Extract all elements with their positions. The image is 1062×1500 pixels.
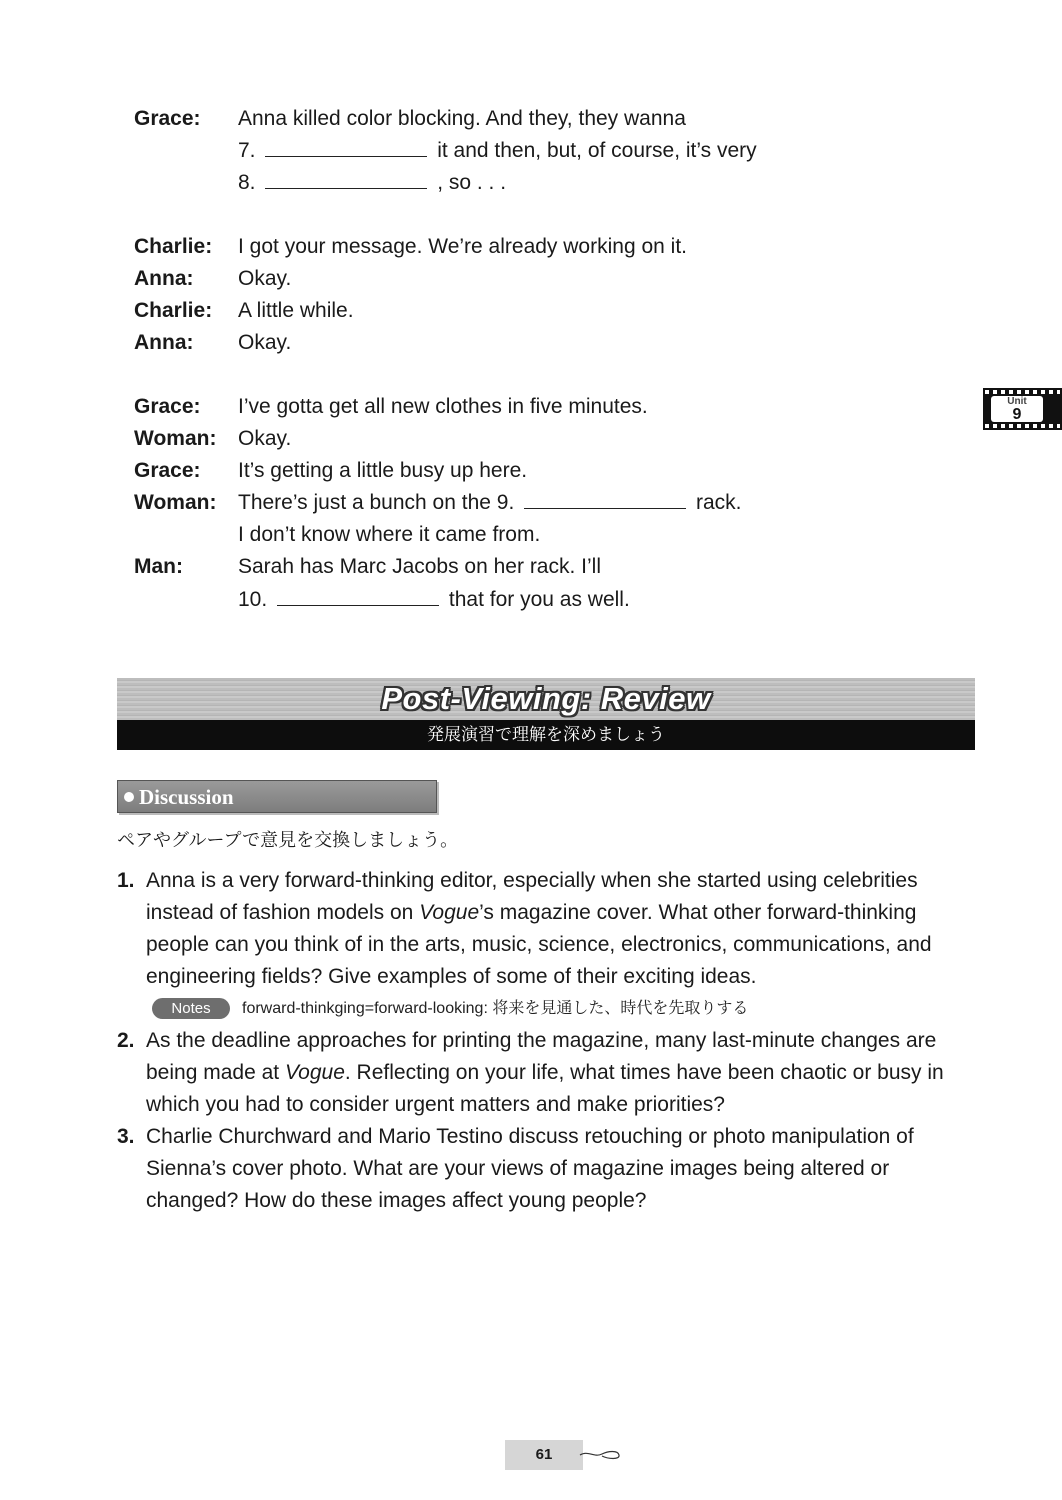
question-line: [146, 897, 916, 929]
question-line: Sienna’s cover photo. What are your views of magazine images being altered or: [146, 1157, 890, 1180]
speaker-grace: Grace:: [134, 459, 201, 482]
dialogue-line: Okay.: [238, 331, 292, 354]
magazine-name: Vogue: [284, 1061, 345, 1084]
fill-blank-9[interactable]: [524, 488, 686, 509]
film-holes: [985, 424, 1060, 428]
question-number: 2.: [117, 1029, 135, 1052]
question-line: Charlie Churchward and Mario Testino discuss retouching or photo manipulation of: [146, 1125, 914, 1148]
speaker-anna: Anna:: [134, 331, 194, 354]
question-line: engineering fields? Give examples of some of their exciting ideas.: [146, 965, 757, 988]
dialogue-text: There’s just a bunch on the 9.: [238, 491, 515, 514]
question-text: . Reflecting on your life, what times have been chaotic or busy in: [344, 1061, 944, 1084]
unit-number: 9: [1012, 406, 1022, 423]
dialogue-line: Okay.: [238, 427, 292, 450]
dialogue-text: that for you as well.: [448, 588, 630, 611]
discussion-instruction: ペアやグループで意見を交換しましょう。: [117, 830, 459, 850]
dialogue-line: I got your message. We’re already working on it.: [238, 235, 687, 258]
dialogue-text: , so . . .: [437, 171, 507, 194]
fill-blank-7[interactable]: [265, 136, 427, 157]
page-number: 61: [505, 1440, 583, 1470]
notes-text: forward-thinkging=forward-looking: 将来を見通した、時代を先取りする: [242, 1000, 749, 1017]
speaker-grace: Grace:: [134, 395, 201, 418]
unit-label-box: [991, 396, 1043, 422]
unit-tab: [983, 388, 1062, 430]
dialogue-line-blank-10: [238, 584, 630, 616]
speaker-man: Man:: [134, 555, 183, 578]
question-number: 1.: [117, 869, 135, 892]
blank-number: 8.: [238, 171, 256, 194]
dialogue-text: rack.: [695, 491, 742, 514]
speaker-charlie: Charlie:: [134, 235, 213, 258]
dialogue-line: Okay.: [238, 267, 292, 290]
question-text: being made at: [146, 1061, 285, 1084]
speaker-woman: Woman:: [134, 427, 217, 450]
question-text: instead of fashion models on: [146, 901, 420, 924]
question-line: which you had to consider urgent matters and make priorities?: [146, 1093, 725, 1116]
blank-number: 7.: [238, 139, 256, 162]
speaker-woman: Woman:: [134, 491, 217, 514]
question-line: people can you think of in the arts, music, science, electronics, communications, and: [146, 933, 932, 956]
dialogue-line-blank-7: [238, 135, 757, 167]
speaker-grace: Grace:: [134, 107, 201, 130]
question-line: [146, 1057, 944, 1089]
question-line: changed? How do these images affect young people?: [146, 1189, 647, 1212]
blank-number: 10.: [238, 588, 268, 611]
discussion-heading: [117, 780, 437, 813]
question-line: As the deadline approaches for printing the magazine, many last-minute changes are: [146, 1029, 937, 1052]
dialogue-line: A little while.: [238, 299, 354, 322]
dialogue-line: I’ve gotta get all new clothes in five minutes.: [238, 395, 648, 418]
section-title: Post-Viewing: Review: [381, 681, 711, 716]
dialogue-text: it and then, but, of course, it’s very: [437, 139, 757, 162]
speaker-anna: Anna:: [134, 267, 194, 290]
dialogue-line: Anna killed color blocking. And they, they wanna: [238, 107, 686, 130]
question-number: 3.: [117, 1125, 135, 1148]
speaker-charlie: Charlie:: [134, 299, 213, 322]
unit-label: Unit: [1007, 396, 1027, 407]
dialogue-line: It’s getting a little busy up here.: [238, 459, 528, 482]
bullet-icon: [124, 792, 134, 802]
string-tag-icon: [578, 1446, 622, 1464]
film-holes: [985, 390, 1060, 394]
section-subtitle: 発展演習で理解を深めましょう: [117, 720, 975, 750]
banner-title-bar: [117, 678, 975, 720]
dialogue-line-blank-8: [238, 167, 506, 199]
discussion-label: Discussion: [139, 785, 234, 809]
question-text: ’s magazine cover. What other forward-thinking: [479, 901, 917, 924]
fill-blank-8[interactable]: [265, 168, 427, 189]
magazine-name: Vogue: [419, 901, 480, 924]
question-line: Anna is a very forward-thinking editor, especially when she started using celebrities: [146, 869, 918, 892]
dialogue-line: I don’t know where it came from.: [238, 523, 541, 546]
section-banner: [117, 678, 975, 750]
dialogue-line-blank-9: [238, 487, 742, 519]
fill-blank-10[interactable]: [277, 585, 439, 606]
dialogue-line: Sarah has Marc Jacobs on her rack. I’ll: [238, 555, 601, 578]
notes-badge: Notes: [152, 998, 230, 1019]
